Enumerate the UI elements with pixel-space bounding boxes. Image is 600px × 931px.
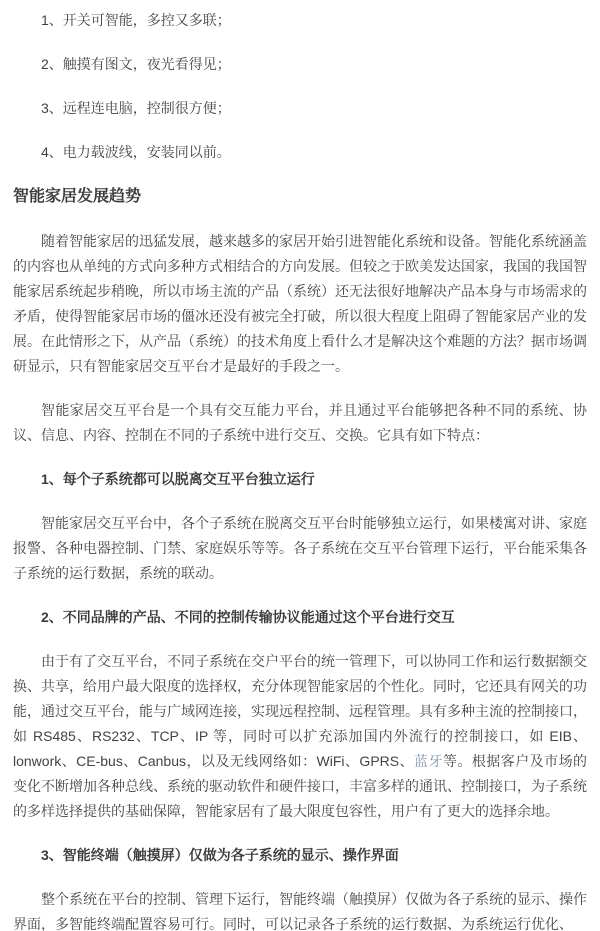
intro-list-item-3: 3、远程连电脑，控制很方便；	[41, 100, 231, 116]
feature-3-body: 整个系统在平台的控制、管理下运行，智能终端（触摸屏）仅做为各子系统的显示、操作界面，多智能终端配置容易可行。同时，可以记录各子系统的运行数据、为系统运行优化、	[13, 891, 587, 931]
overview-paragraph-2: 智能家居交互平台是一个具有交互能力平台，并且通过平台能够把各种不同的系统、协议、信息、内容、控制在不同的子系统中进行交互、交换。它具有如下特点：	[13, 402, 587, 443]
feature-1-title: 1、每个子系统都可以脱离交互平台独立运行	[41, 471, 315, 487]
feature-2-body-text-before: 由于有了交互平台，不同子系统在交户平台的统一管理下，可以协同工作和运行数据额交换、共享，给用户最大限度的选择权，充分体现智能家居的个性化。同时，它还具有网关的功能，通过交互平台，能与广域网连接，实现远程控制、远程管理。具有多种主流的控制接口，如 RS485、RS232、TCP、IP 等，同时可以扩充添加国内外流行的控制接口，如 EIB、lonwork、CE-bus、Canbus，以及无线网络如：WiFi、GPRS、	[13, 653, 587, 769]
intro-list-item-1: 1、开关可智能，多控又多联；	[41, 12, 231, 28]
feature-2-body	[13, 649, 587, 824]
section-heading: 智能家居发展趋势	[13, 188, 142, 205]
feature-2-body-text-after: 等。根据客户及市场的变化不断增加各种总线、系统的驱动软件和硬件接口，丰富多样的通讯、控制接口，为子系统的多样选择提供的基础保障，智能家居有了最大限度包容性，用户有了更大的选择余地。	[13, 753, 588, 819]
feature-2-title: 2、不同品牌的产品、不同的控制传输协议能通过这个平台进行交互	[41, 609, 455, 625]
feature-3-title: 3、智能终端（触摸屏）仅做为各子系统的显示、操作界面	[41, 847, 399, 863]
bluetooth-keyword-link[interactable]: 蓝牙	[414, 753, 443, 769]
intro-list-item-2: 2、触摸有图文，夜光看得见；	[41, 56, 231, 72]
overview-paragraph-1: 随着智能家居的迅猛发展，越来越多的家居开始引进智能化系统和设备。智能化系统涵盖的内容也从单纯的方式向多种方式相结合的方向发展。但较之于欧美发达国家，我国的我国智能家居系统起步稍晚，所以市场主流的产品（系统）还无法很好地解决产品本身与市场需求的矛盾，使得智能家居市场的僵冰还没有被完全打破，所以很大程度上阻碍了智能家居产业的发展。在此情形之下，从产品（系统）的技术角度上看什么才是解决这个难题的方法？据市场调研显示，只有智能家居交互平台才是最好的手段之一。	[13, 233, 587, 374]
intro-list-item-4: 4、电力载波线，安装同以前。	[41, 144, 231, 160]
feature-1-body: 智能家居交互平台中，各个子系统在脱离交互平台时能够独立运行，如果楼寓对讲、家庭报警、各种电器控制、门禁、家庭娱乐等等。各子系统在交互平台管理下运行，平台能采集各子系统的运行数据，系统的联动。	[13, 515, 587, 581]
